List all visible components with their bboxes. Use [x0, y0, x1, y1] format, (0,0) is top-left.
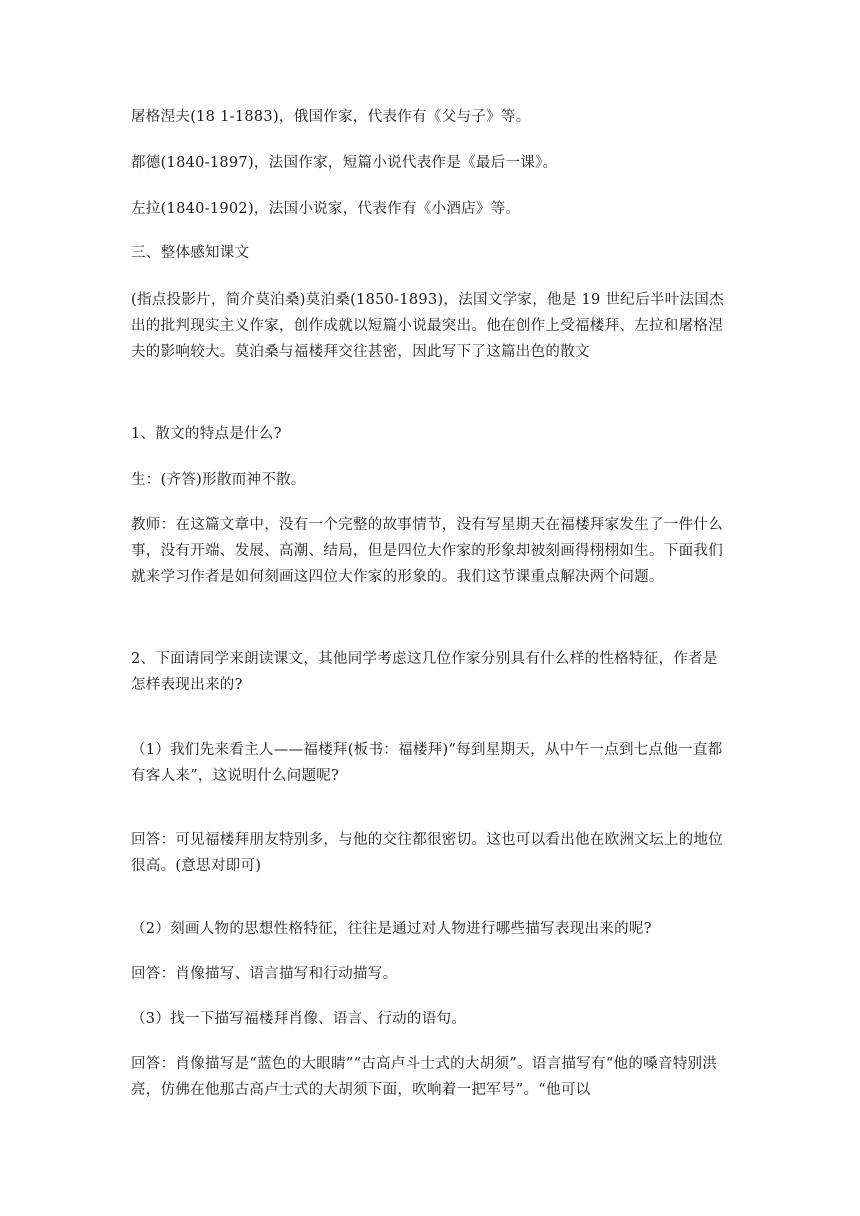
- paragraph-daudet: 都德(1840-1897)，法国作家，短篇小说代表作是《最后一课》。: [131, 155, 558, 171]
- teacher-paragraph: 教师：在这篇文章中，没有一个完整的故事情节，没有写星期天在福楼拜家发生了一件什么事，没有开端、发展、高潮、结局，但是四位大作家的形象却被刻画得栩栩如生。下面我们就来学习作者是如何刻画这四位大作家的形象的。我们这节课重点解决两个问题。: [131, 517, 723, 585]
- paragraph-zola: 左拉(1840-1902)，法国小说家，代表作有《小酒店》等。: [131, 201, 521, 217]
- answer-sub-3: 回答：肖像描写是“蓝色的大眼睛”“古高卢斗士式的大胡须”。语言描写有“他的嗓音特别洪亮，仿佛在他那古高卢士式的大胡须下面，吹响着一把军号”。“他可以: [131, 1056, 718, 1098]
- section-heading: 三、整体感知课文: [131, 245, 250, 261]
- answer-sub-2: 回答：肖像描写、语言描写和行动描写。: [131, 966, 398, 982]
- paragraph-maupassant-intro: (指点投影片，简介莫泊桑)莫泊桑(1850-1893)，法国文学家，他是 19 世纪后半叶法国杰出的批判现实主义作家，创作成就以短篇小说最突出。他在创作上受福楼拜、左拉和屠格涅夫的影响较大。莫泊桑与福楼拜交往甚密，因此写下了这篇出色的散文: [131, 292, 724, 360]
- paragraph-turgenev: 屠格涅夫(18 1-1883)，俄国作家，代表作有《父与子》等。: [131, 109, 531, 125]
- answer-sub-1: 回答：可见福楼拜朋友特别多，与他的交往都很密切。这也可以看出他在欧洲文坛上的地位很高。(意思对即可): [131, 832, 723, 874]
- sub-question-3: （3）找一下描写福楼拜肖像、语言、行动的语句。: [131, 1011, 467, 1027]
- question-1: 1、散文的特点是什么?: [131, 426, 282, 442]
- question-2: 2、下面请同学来朗读课文，其他同学考虑这几位作家分别具有什么样的性格特征，作者是怎样表现出来的?: [131, 651, 718, 693]
- sub-question-2: （2）刻画人物的思想性格特征，往往是通过对人物进行哪些描写表现出来的呢?: [131, 921, 652, 937]
- student-answer-1: 生：(齐答)形散而神不散。: [131, 472, 306, 488]
- sub-question-1: （1）我们先来看主人——福楼拜(板书：福楼拜)“每到星期天，从中午一点到七点他一直都有客人来”，这说明什么问题呢?: [131, 742, 723, 784]
